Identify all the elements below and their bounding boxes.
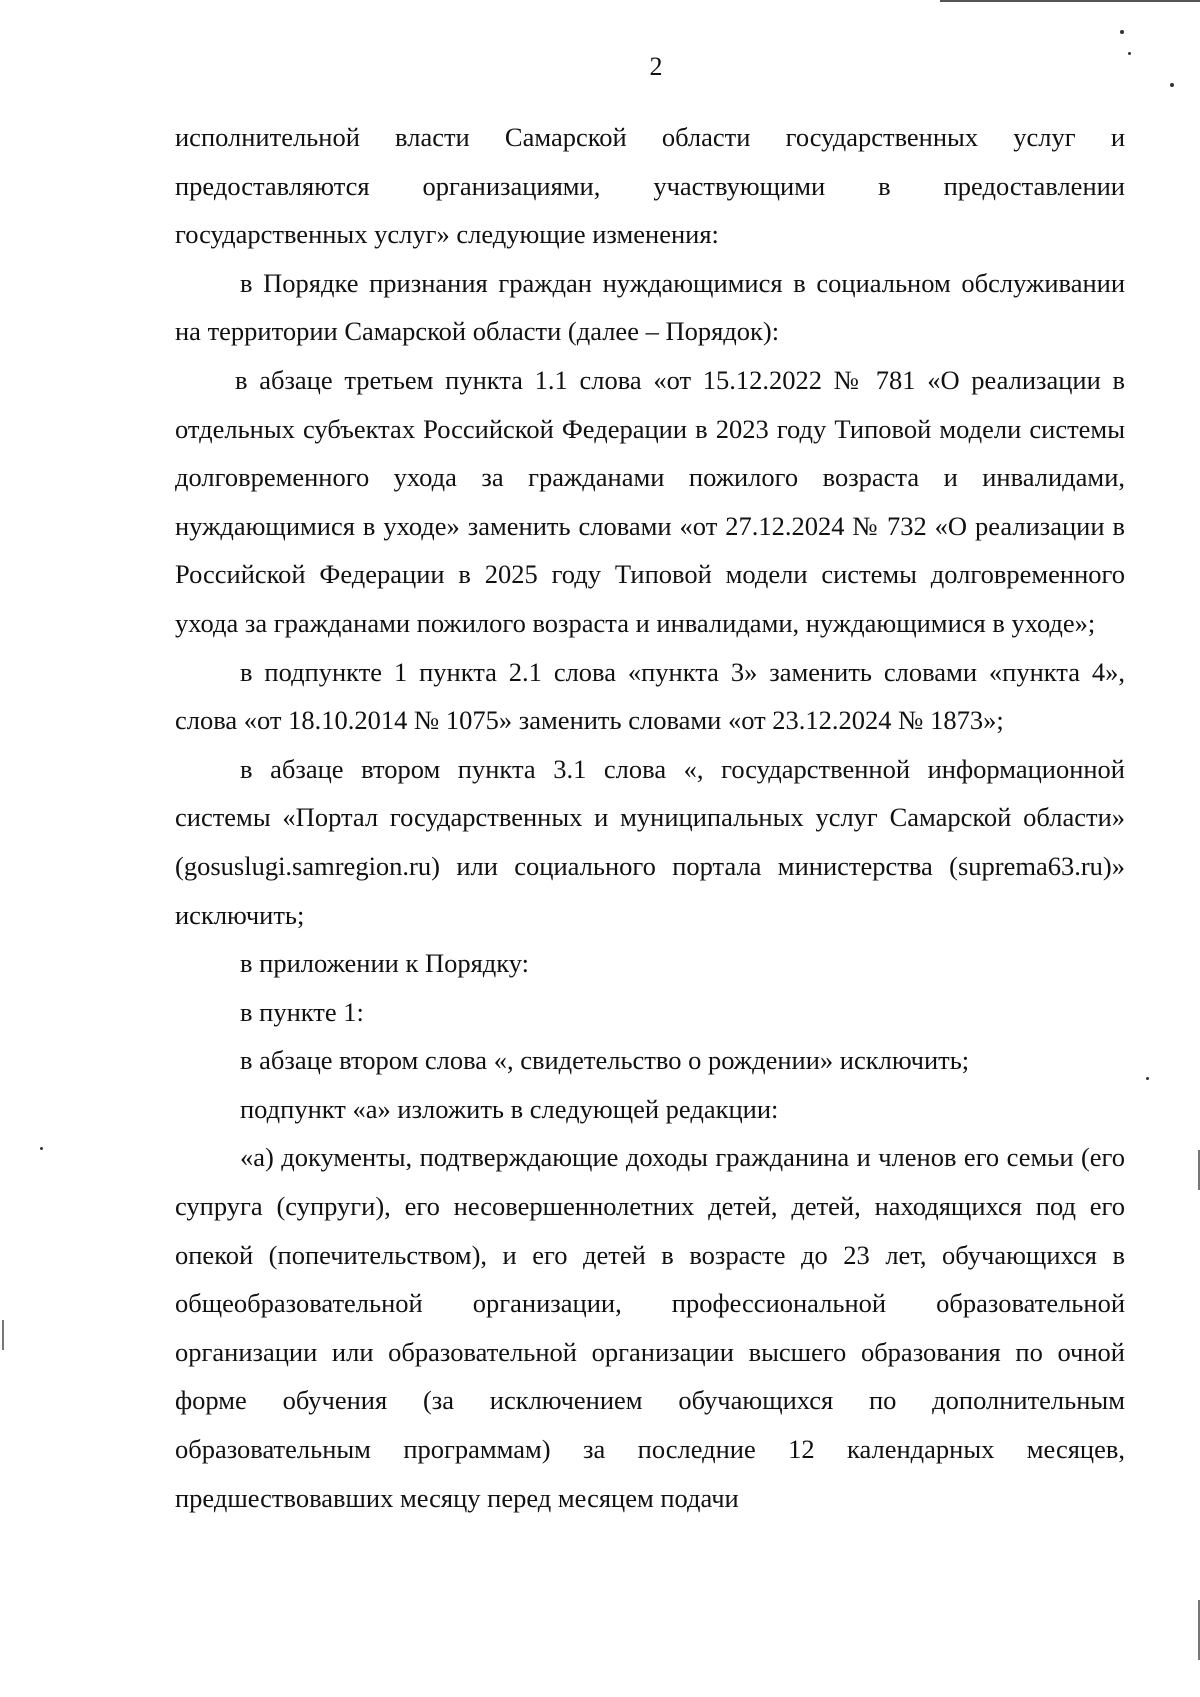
scan-edge-mark: [1198, 1600, 1200, 1660]
scan-edge-mark: [1198, 1150, 1200, 1190]
paragraph-subitem-a-text: «а) документы, подтверждающие доходы гражданина и членов его семьи (его супруга (супруги), его несовершеннолетних детей, детей, находящихся под его опекой (попечительством), и его детей в возрасте до 23 лет, обучающихся в общеобразовательной организации, профессиональной образовательной организации или образовательной организации высшего образования по очной форме обучения (за исключением обучающихся по дополнительным образовательным программам) за последние 12 календарных месяцев, предшествовавших месяцу перед месяцем подачи: [175, 1142, 1125, 1513]
paragraph-item-2-1: в подпункте 1 пункта 2.1 слова «пункта 3» заменить словами «пункта 4», слова «от 18.10.2014 № 1075» заменить словами «от 23.12.2024 № 1873»;: [175, 656, 1125, 736]
scan-speck: [1146, 1077, 1149, 1080]
scan-speck: [40, 1147, 43, 1150]
page-top-edge-line: [940, 0, 1200, 2]
paragraph-point-1: в пункте 1:: [240, 996, 364, 1027]
paragraph-continuation: исполнительной власти Самарской области государственных услуг и предоставляются организациями, участвующими в предоставлении государственных услуг» следующие изменения:: [175, 122, 1125, 250]
scan-speck: [1170, 83, 1174, 87]
paragraph-item-3-1: в абзаце втором пункта 3.1 слова «, государственной информационной системы «Портал государственных и муниципальных услуг Самарской области» (gosuslugi.samregion.ru) или социального портала министерства (suprema63.ru)» исключить;: [175, 753, 1125, 930]
paragraph-subitem-a: подпункт «а» изложить в следующей редакции:: [240, 1093, 779, 1124]
document-body: [175, 113, 1125, 1522]
page-number: 2: [649, 52, 663, 81]
paragraph-order-amendment: в Порядке признания граждан нуждающимися в социальном обслуживании на территории Самарской области (далее – Порядок):: [175, 267, 1125, 347]
scan-speck: [1128, 52, 1131, 55]
paragraph-second-abzac: в абзаце втором слова «, свидетельство о рождении» исключить;: [240, 1045, 970, 1076]
paragraph-appendix: в приложении к Порядку:: [240, 948, 530, 979]
scan-speck: [1120, 30, 1124, 34]
scan-edge-mark: [2, 1320, 4, 1350]
paragraph-item-1-1: в абзаце третьем пункта 1.1 слова «от 15.12.2022 № 781 «О реализации в отдельных субъектах Российской Федерации в 2023 году Типовой модели системы долговременного ухода за гражданами пожилого возраста и инвалидами, нуждающимися в уходе» заменить словами «от 27.12.2024 № 732 «О реализации в Российской Федерации в 2025 году Типовой модели системы долговременного ухода за гражданами пожилого возраста и инвалидами, нуждающимися в уходе»;: [175, 364, 1125, 638]
